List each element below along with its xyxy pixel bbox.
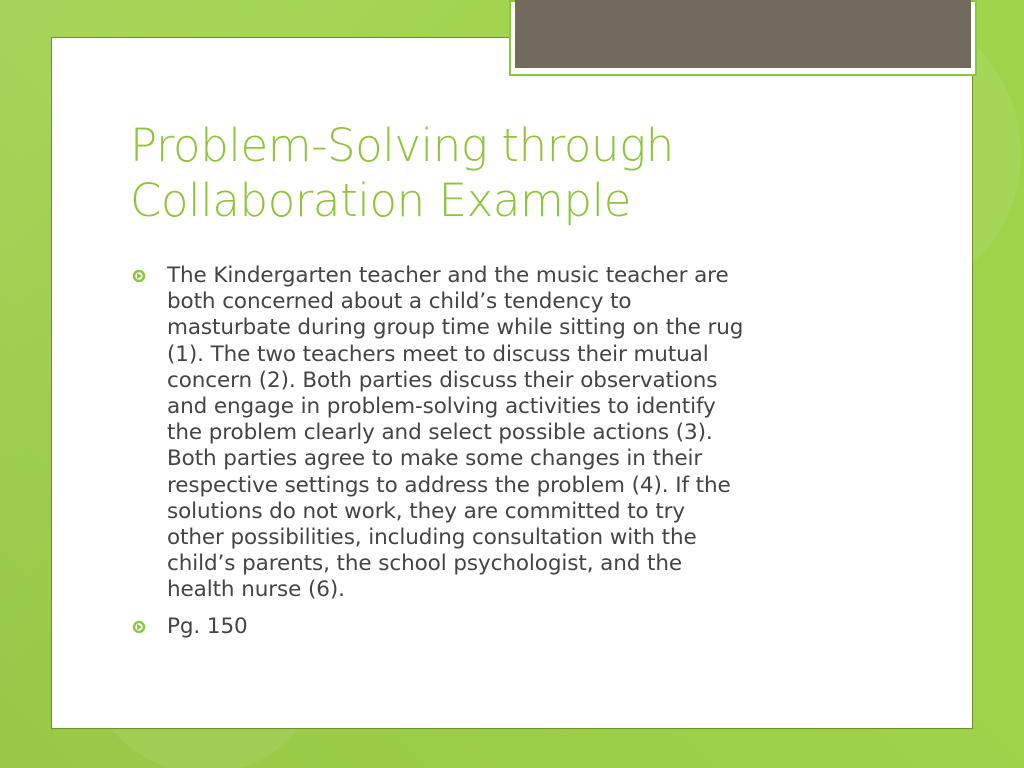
bullet-line: The Kindergarten teacher and the music teacher are bbox=[167, 263, 729, 288]
bullet-item-page-reference bbox=[132, 614, 882, 640]
bullet-line: Both parties agree to make some changes in their bbox=[167, 446, 703, 472]
bullet-line: (1). The two teachers meet to discuss their mutual bbox=[167, 341, 709, 367]
bullet-line: and engage in problem-solving activities to identify bbox=[167, 394, 716, 420]
bullet-icon bbox=[132, 620, 146, 634]
bullet-line: Pg. 150 bbox=[167, 613, 248, 639]
bullet-line: solutions do not work, they are committed to try bbox=[167, 498, 686, 524]
bullet-line: both concerned about a child’s tendency to bbox=[167, 289, 632, 315]
bullet-list bbox=[132, 263, 882, 640]
title-line-2: Collaboration Example bbox=[130, 174, 632, 227]
bullet-line: other possibilities, including consultation with the bbox=[167, 525, 697, 551]
bullet-line: child’s parents, the school psychologist, and the bbox=[167, 551, 683, 577]
bullet-line: the problem clearly and select possible actions (3). bbox=[167, 420, 713, 446]
slide-title bbox=[130, 118, 910, 228]
bullet-line: masturbate during group time while sitting on the rug bbox=[167, 315, 744, 341]
accent-block bbox=[515, 0, 971, 68]
bullet-line: concern (2). Both parties discuss their observations bbox=[167, 367, 718, 393]
bullet-line: health nurse (6). bbox=[167, 577, 345, 603]
bullet-line: respective settings to address the problem (4). If the bbox=[167, 472, 731, 498]
bullet-icon bbox=[132, 269, 146, 283]
title-line-1: Problem-Solving through bbox=[130, 119, 674, 172]
bullet-item-collaboration-example bbox=[132, 263, 882, 604]
